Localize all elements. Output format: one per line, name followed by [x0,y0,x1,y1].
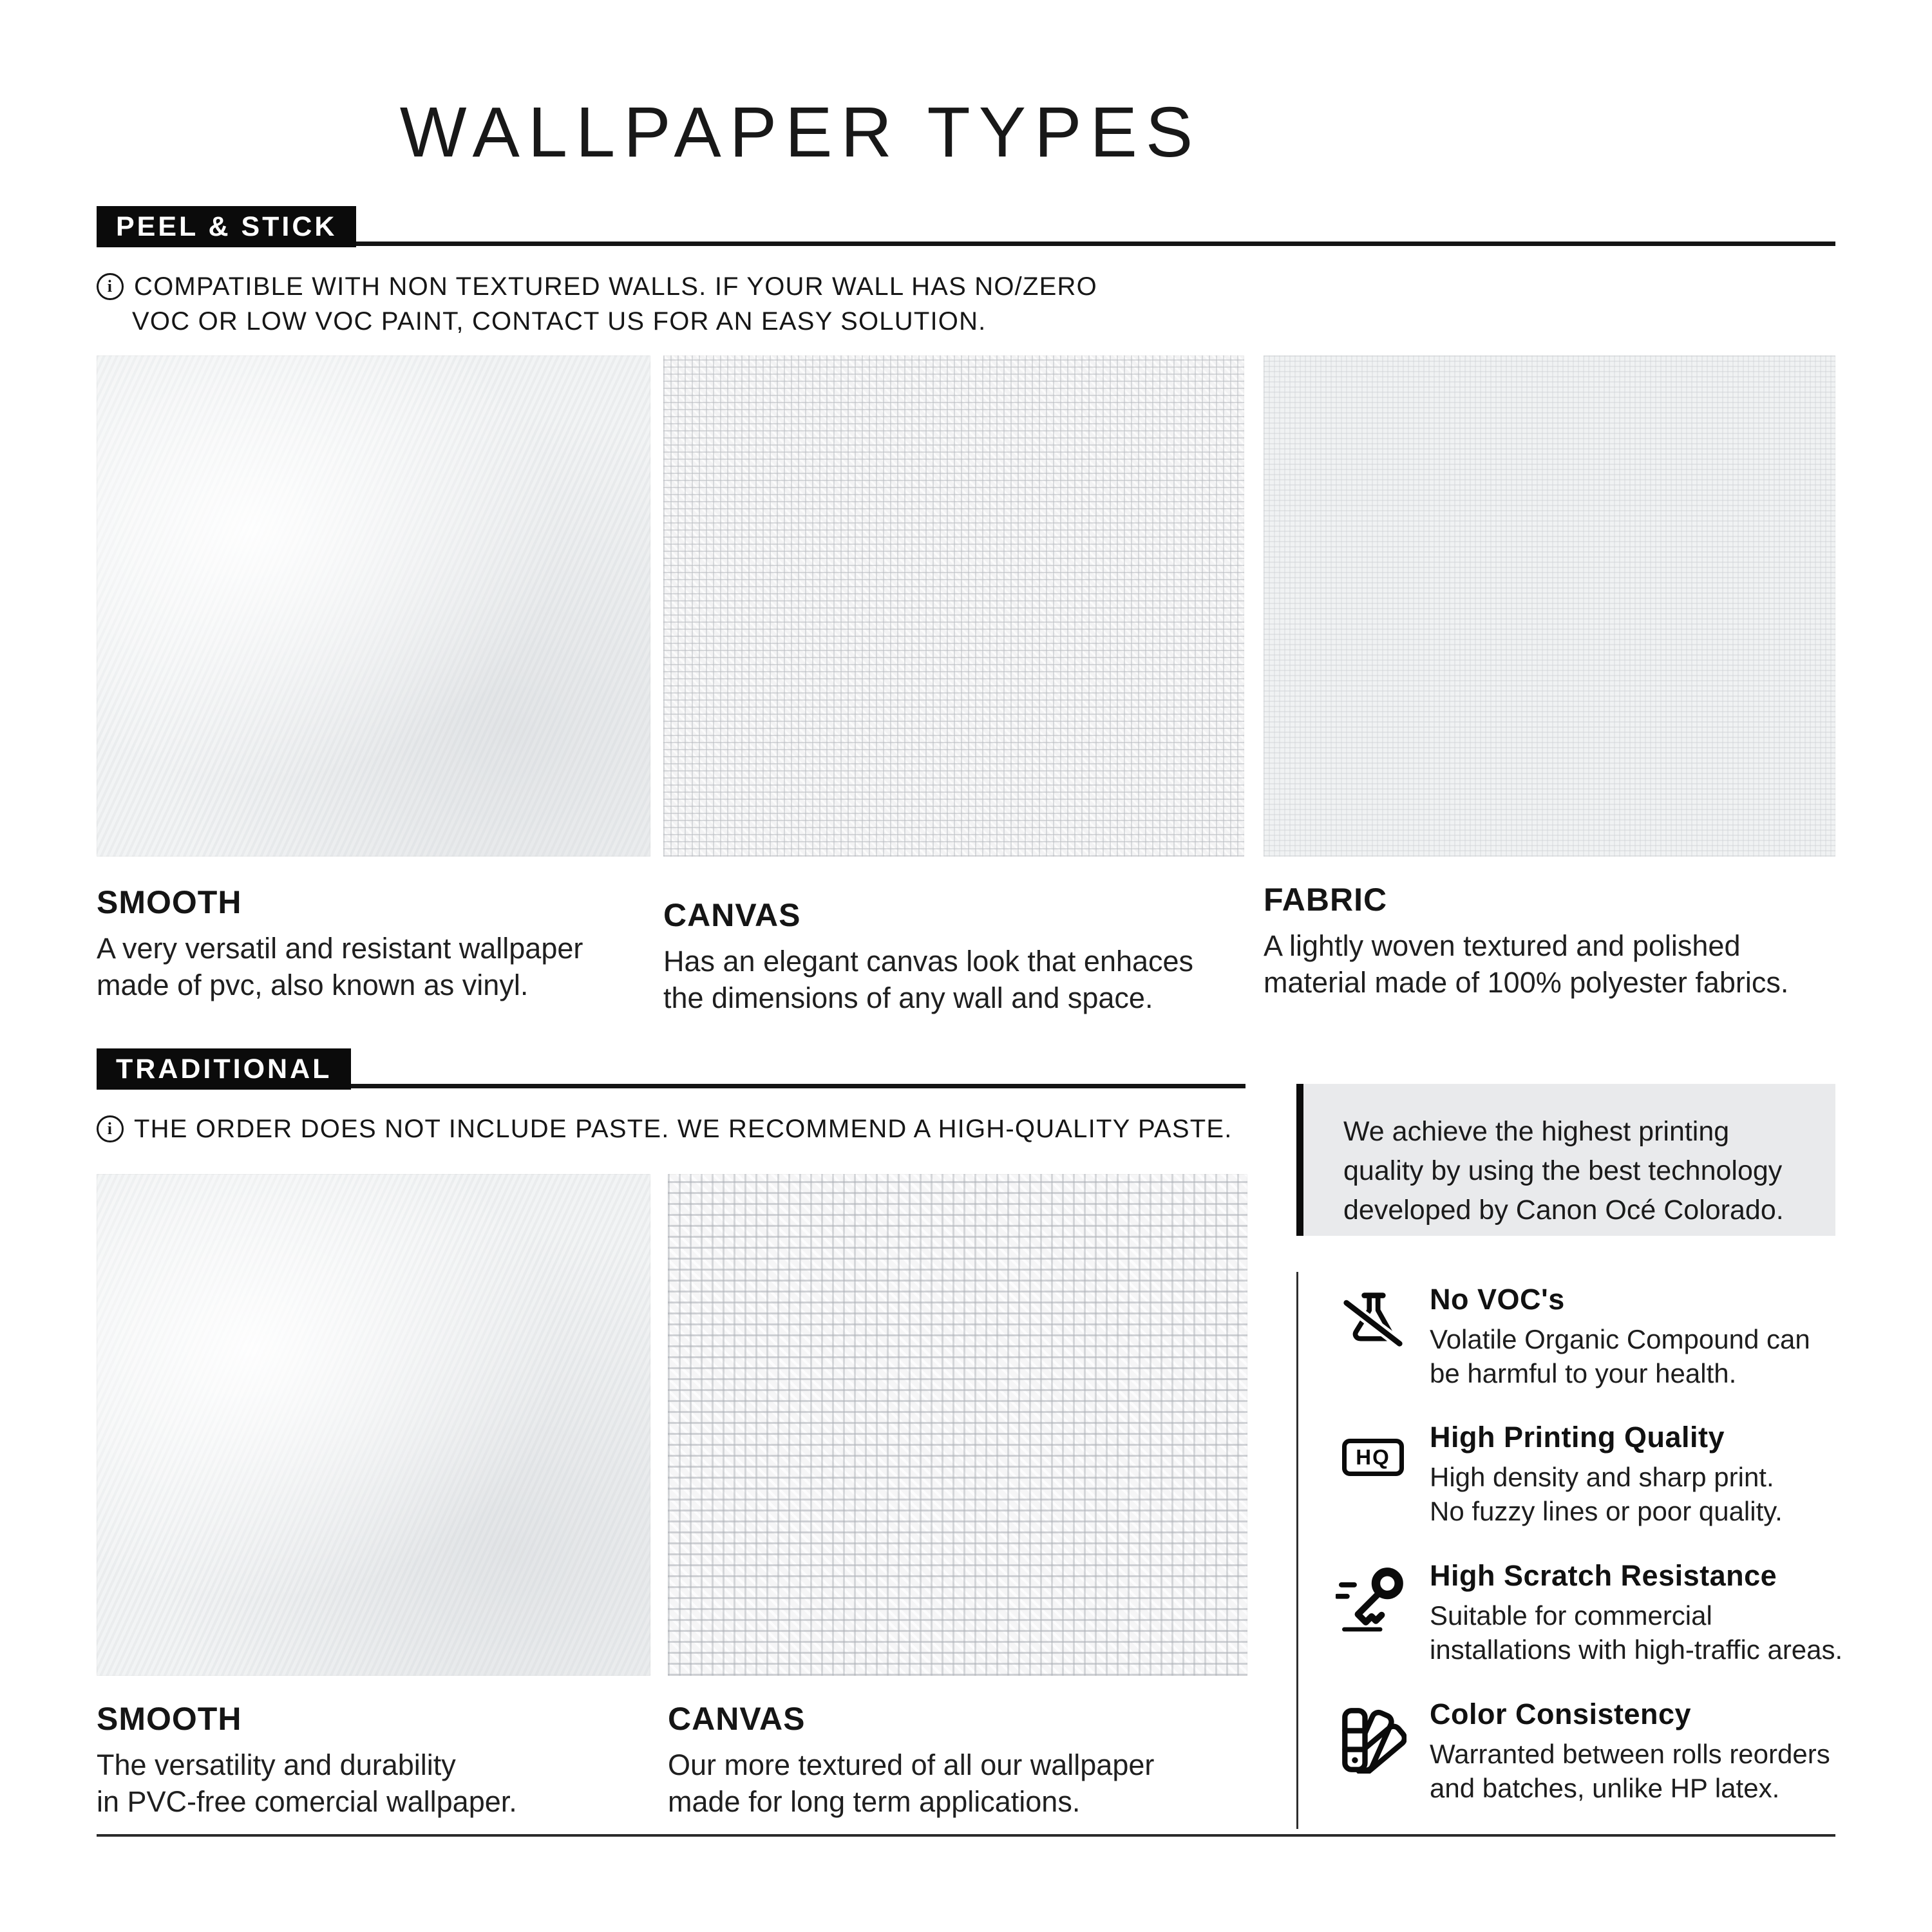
feature-high-printing-quality [1340,1421,1855,1528]
info-icon: i [97,273,124,300]
key-icon [1336,1562,1410,1634]
feature-desc-line: High density and sharp print. [1430,1462,1774,1492]
feature-desc-line: and batches, unlike HP latex. [1430,1773,1780,1803]
feature-desc-line: No fuzzy lines or poor quality. [1430,1496,1783,1526]
swatch-name: SMOOTH [97,884,242,920]
section-label-traditional: TRADITIONAL [97,1048,351,1090]
swatch-desc-line: in PVC-free comercial wallpaper. [97,1785,517,1818]
swatch-name: SMOOTH [97,1701,242,1737]
caption-traditional-canvas [668,1700,1154,1820]
bottom-rule [97,1834,1835,1837]
swatch-image-traditional-smooth [97,1174,650,1676]
feature-no-voc [1340,1283,1855,1390]
features-divider [1296,1272,1298,1829]
swatch-name: CANVAS [668,1701,806,1737]
feature-title: Color Consistency [1430,1698,1692,1730]
peel-stick-rule [97,242,1835,246]
swatch-desc-line: Has an elegant canvas look that enhaces [663,945,1194,978]
feature-desc-line: Volatile Organic Compound can [1430,1324,1810,1354]
feature-desc-line: installations with high-traffic areas. [1430,1634,1843,1665]
swatch-desc-line: The versatility and durability [97,1748,456,1781]
peel-note-line1: COMPATIBLE WITH NON TEXTURED WALLS. IF YOUR WALL HAS NO/ZERO [134,272,1097,301]
info-icon: i [97,1115,124,1142]
feature-desc-line: be harmful to your health. [1430,1358,1737,1388]
swatch-name: FABRIC [1264,882,1388,918]
traditional-note-line1: THE ORDER DOES NOT INCLUDE PASTE. WE RECOMMEND A HIGH-QUALITY PASTE. [134,1115,1233,1143]
no-voc-flask-icon [1342,1288,1404,1350]
swatch-name: CANVAS [663,897,801,933]
swatch-desc-line: material made of 100% polyester fabrics. [1264,966,1789,999]
section-label-peel-stick: PEEL & STICK [97,206,356,247]
swatch-image-peel-fabric [1264,355,1835,857]
swatch-desc-line: made of pvc, also known as vinyl. [97,969,529,1001]
swatch-desc-line: A lightly woven textured and polished [1264,929,1741,962]
caption-peel-canvas [663,896,1193,1016]
swatch-image-traditional-canvas [668,1174,1247,1676]
feature-title: High Printing Quality [1430,1421,1725,1454]
peel-stick-note [97,269,1097,339]
feature-title: High Scratch Resistance [1430,1559,1777,1592]
swatch-image-peel-smooth [97,355,650,857]
caption-traditional-smooth [97,1700,517,1820]
color-swatches-icon [1340,1707,1406,1774]
traditional-note [97,1112,1233,1146]
hq-badge-icon [1342,1439,1404,1476]
page-title: WALLPAPER TYPES [399,93,1202,172]
swatch-desc-line: made for long term applications. [668,1785,1081,1818]
feature-high-scratch-resistance [1340,1559,1855,1667]
swatch-desc-line: A very versatil and resistant wallpaper [97,932,583,965]
feature-desc-line: Suitable for commercial [1430,1600,1712,1631]
feature-color-consistency [1340,1698,1855,1805]
hq-badge-label: HQ [1356,1445,1390,1469]
peel-note-line2: VOC OR LOW VOC PAINT, CONTACT US FOR AN EASY SOLUTION. [132,307,987,336]
swatch-desc-line: the dimensions of any wall and space. [663,981,1153,1014]
swatch-desc-line: Our more textured of all our wallpaper [668,1748,1155,1781]
feature-title: No VOC's [1430,1283,1565,1316]
print-quality-callout: We achieve the highest printing quality by using the best technology developed by Canon Océ Colorado. [1296,1084,1835,1236]
swatch-image-peel-canvas [663,355,1244,857]
feature-desc-line: Warranted between rolls reorders [1430,1739,1830,1769]
caption-peel-smooth [97,884,583,1003]
caption-peel-fabric [1264,881,1788,1001]
